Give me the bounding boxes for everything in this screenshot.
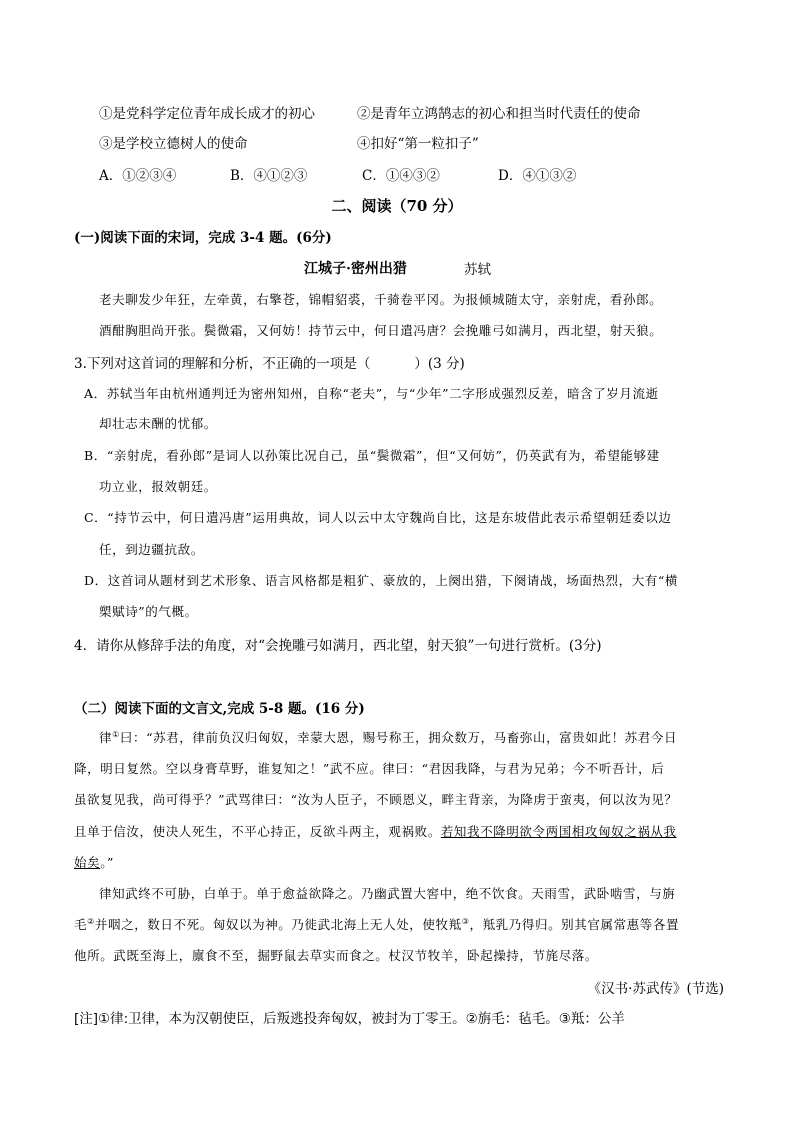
choice-b: B．④①②③ <box>230 168 308 184</box>
q3-stem-text: 3.下列对这首词的理解和分析，不正确的一项是（ <box>74 356 371 372</box>
q3-option-c-line1: C．“持节云中，何日遣冯唐”运用典故，词人以云中太守魏尚自比，这是东坡借此表示希望朝廷委以边 <box>84 510 672 525</box>
passage-text: 且单于信汝，使决人死生，不平心持正，反欲斗两主，观祸败。 <box>74 824 441 839</box>
q3-option-d-line1: D．这首词从题材到艺术形象、语言风格都是粗犷、豪放的，上阕出猎，下阕请战，场面热烈，大有“横 <box>84 573 679 588</box>
q3-option-d-line2: 槊赋诗”的气概。 <box>99 604 198 619</box>
passage-text: 并咽之，数日不死。匈奴以为神。乃徙武北海上无人处，使牧羝 <box>94 917 462 932</box>
passage-text: 曰：“苏君，律前负汉归匈奴，幸蒙大恩，赐号称王，拥众数万，马畜弥山，富贵如此！苏君今日 <box>119 730 678 745</box>
q4-stem: 4．请你从修辞手法的角度，对“会挽雕弓如满月，西北望，射天狼”一句进行赏析。(3分) <box>74 638 602 654</box>
underlined-sentence: 若知我不降明欲令两国相攻匈奴之祸从我 <box>440 824 677 839</box>
part2-heading: （二）阅读下面的文言文,完成 5-8 题。(16 分) <box>74 701 365 717</box>
passage-p2-line2 <box>74 915 679 933</box>
statement-3: ③是学校立德树人的使命 <box>99 136 248 152</box>
footnote: [注]①律:卫律，本为汉朝使臣，后叛逃投奔匈奴，被封为丁零王。②旃毛：毡毛。③羝：公羊 <box>74 1011 625 1027</box>
passage-text: ，羝乳乃得归。别其官属常惠等各置 <box>469 917 680 932</box>
q3-stem-score: ）(3 分) <box>414 356 465 372</box>
passage-text: 。” <box>100 855 115 870</box>
statement-2: ②是青年立鸿鹄志的初心和担当时代责任的使命 <box>357 106 641 122</box>
poem-line-1: 老夫聊发少年狂，左牵黄，右擎苍，锦帽貂裘，千骑卷平冈。为报倾城随太守，亲射虎，看孙郎。 <box>99 292 663 307</box>
passage-p1-line3: 虽欲复见我，尚可得乎？”武骂律曰：“汝为人臣子，不顾恩义，畔主背亲，为降虏于蛮夷，何以汝为见？ <box>74 792 678 807</box>
section-heading: 二、阅读（70 分） <box>331 197 463 215</box>
passage-text: 毛 <box>74 917 88 932</box>
statement-4: ④扣好“第一粒扣子” <box>357 136 479 152</box>
choice-d: D．④①③② <box>498 168 577 184</box>
choice-a: A．①②③④ <box>99 168 177 184</box>
q3-option-a-line2: 却壮志未酬的忧郁。 <box>99 416 217 431</box>
statement-1: ①是党科学定位青年成长成才的初心 <box>99 106 315 122</box>
passage-p1-line4 <box>74 822 677 840</box>
footnote-marker: ③ <box>461 916 470 926</box>
passage-p2-line3: 他所。武既至海上，廪食不至，掘野鼠去草实而食之。杖汉节牧羊，卧起操持，节旄尽落。 <box>74 948 599 963</box>
footnote-marker: ① <box>112 729 120 739</box>
q3-option-b-line1: B．“亲射虎，看孙郎”是词人以孙策比况自己，虽“鬓微霜”，但“又何妨”，仍英武有为，希望能够建 <box>84 448 660 463</box>
footnote-marker: ② <box>87 916 95 926</box>
poem-title: 江城子·密州出猎 <box>304 261 407 277</box>
poem-author: 苏轼 <box>464 262 491 278</box>
poem-line-2: 酒酣胸胆尚开张。鬓微霜，又何妨！持节云中，何日遣冯唐？会挽雕弓如满月，西北望，射天狼。 <box>99 323 663 338</box>
passage-p1-line5 <box>74 853 114 871</box>
passage-p1-line1 <box>99 728 677 746</box>
choice-c: C．①④③② <box>362 168 440 184</box>
passage-text: 律 <box>99 730 113 745</box>
passage-p2-line1: 律知武终不可胁，白单于。单于愈益欲降之。乃幽武置大窖中，绝不饮食。天雨雪，武卧啮雪，与旃 <box>99 886 676 901</box>
part1-heading: (一)阅读下面的宋词，完成 3-4 题。(6分) <box>74 230 332 246</box>
q3-option-c-line2: 任，到边疆抗敌。 <box>99 542 204 557</box>
q3-stem <box>74 352 465 372</box>
q3-option-b-line2: 功立业，报效朝廷。 <box>99 479 217 494</box>
underlined-sentence-end: 始矣 <box>74 855 101 870</box>
passage-p1-line2: 降，明日复然。空以身膏草野，谁复知之！”武不应。律曰：“君因我降，与君为兄弟；今不听吾计，后 <box>74 761 665 776</box>
source-citation: 《汉书·苏武传》(节选) <box>587 981 724 997</box>
q3-option-a-line1: A．苏轼当年由杭州通判迁为密州知州，自称“老夫”，与“少年”二字形成强烈反差，暗含了岁月流逝 <box>84 386 659 401</box>
